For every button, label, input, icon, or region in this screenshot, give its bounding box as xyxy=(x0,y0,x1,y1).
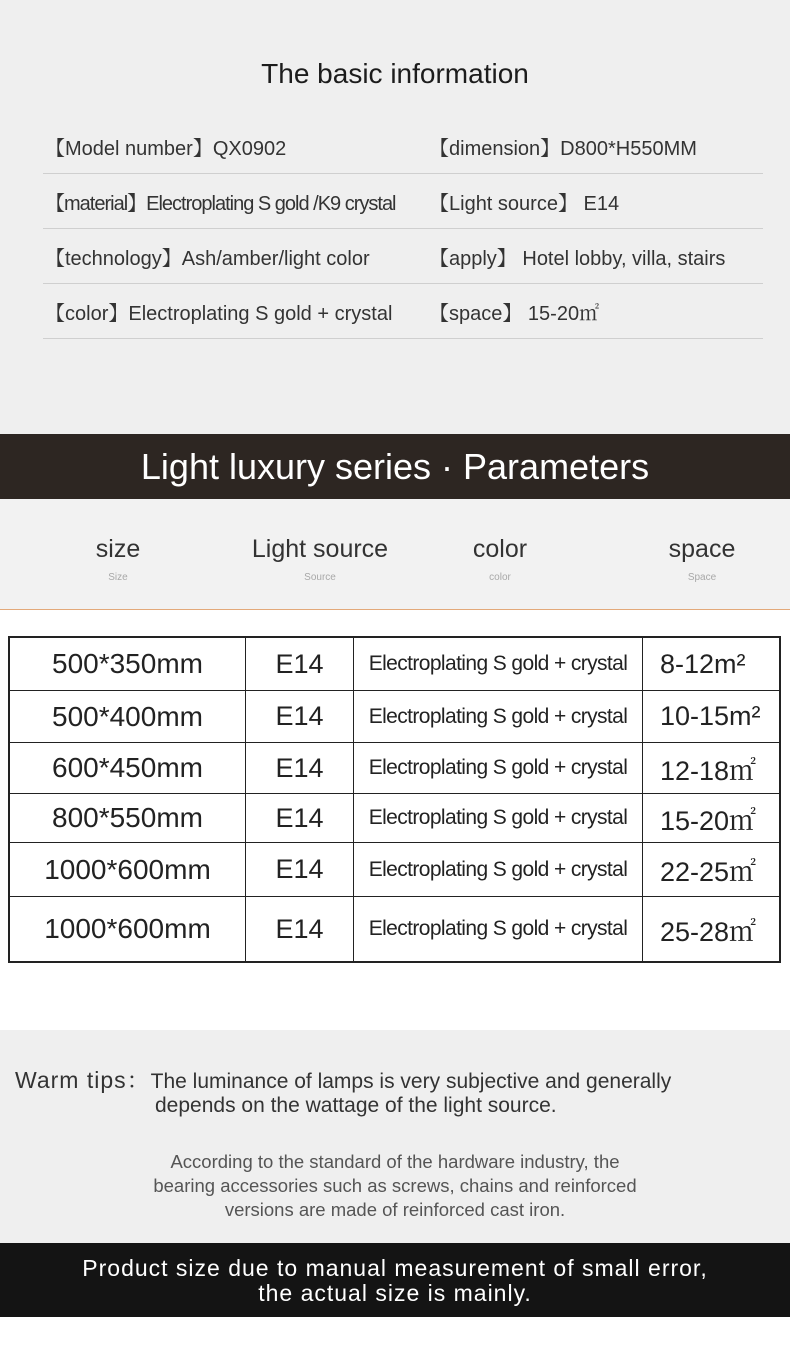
table-row xyxy=(10,897,779,961)
param-col-color xyxy=(400,535,600,583)
warm-tips-section xyxy=(0,1030,790,1243)
cell-source: E14 xyxy=(246,794,354,842)
param-col-source xyxy=(220,535,420,583)
param-sublabel: Size xyxy=(108,572,128,583)
tips-label: Warm tips： xyxy=(15,1067,151,1093)
basic-info-title: The basic information xyxy=(261,58,529,89)
info-light-source xyxy=(429,187,619,216)
table-row xyxy=(10,743,779,794)
tips-sub-1: According to the standard of the hardware industry, the xyxy=(170,1151,620,1172)
info-value: Electroplating S gold /K9 crystal xyxy=(146,193,396,215)
info-material xyxy=(45,187,396,216)
cell-source: E14 xyxy=(246,897,354,961)
table-row xyxy=(10,843,779,897)
cell-space: 25-28㎡ xyxy=(660,916,757,947)
tips-line-1 xyxy=(15,1062,671,1095)
cell-size: 600*450mm xyxy=(10,743,246,793)
info-technology xyxy=(45,242,370,271)
param-label: size xyxy=(95,535,141,563)
tips-sub-3: versions are made of reinforced cast iron. xyxy=(224,1199,566,1220)
info-key: 【dimension】 xyxy=(429,138,561,160)
info-key: 【Light source】 xyxy=(429,193,578,215)
tips-text: The luminance of lamps is very subjective and generally xyxy=(150,1070,672,1093)
cell-color: Electroplating S gold + crystal xyxy=(354,743,643,793)
disclaimer-line-1: Product size due to manual measurement of small error, xyxy=(82,1255,708,1281)
info-dimension xyxy=(429,132,697,161)
info-color xyxy=(45,297,392,326)
param-label: Light source xyxy=(251,535,389,563)
tips-sub-2: bearing accessories such as screws, chains and reinforced xyxy=(153,1175,637,1196)
cell-size: 1000*600mm xyxy=(10,897,246,961)
table-row xyxy=(10,638,779,691)
info-apply xyxy=(429,242,725,271)
param-sublabel: color xyxy=(489,572,511,583)
info-key: 【space】 xyxy=(429,303,523,325)
cell-color: Electroplating S gold + crystal xyxy=(354,794,643,842)
param-col-space xyxy=(602,535,790,583)
cell-source: E14 xyxy=(246,638,354,690)
series-banner: Light luxury series · Parameters xyxy=(0,434,790,499)
info-key: 【technology】 xyxy=(45,248,182,270)
params-header xyxy=(0,499,790,610)
param-sublabel: Space xyxy=(687,572,717,583)
info-value: Electroplating S gold + crystal xyxy=(128,303,393,325)
info-row xyxy=(43,283,763,339)
table-row xyxy=(10,691,779,743)
info-model-number xyxy=(45,132,286,161)
param-label: color xyxy=(472,535,528,563)
info-value: 15-20㎡ xyxy=(522,303,600,325)
table-row xyxy=(10,794,779,843)
cell-color: Electroplating S gold + crystal xyxy=(354,638,643,690)
info-row xyxy=(43,118,763,174)
info-value: QX0902 xyxy=(212,138,287,160)
info-space xyxy=(429,297,599,326)
info-key: 【Model number】 xyxy=(45,138,213,160)
cell-source: E14 xyxy=(246,743,354,793)
tips-line-2: depends on the wattage of the light source. xyxy=(155,1094,557,1117)
basic-info-section xyxy=(0,0,790,434)
cell-size: 1000*600mm xyxy=(10,843,246,896)
info-value: Ash/amber/light color xyxy=(181,248,370,270)
cell-source: E14 xyxy=(246,691,354,742)
cell-size: 800*550mm xyxy=(10,794,246,842)
disclaimer-line-2: the actual size is mainly. xyxy=(258,1280,532,1306)
size-disclaimer xyxy=(0,1243,790,1317)
param-label: space xyxy=(668,535,736,563)
info-key: 【color】 xyxy=(45,303,129,325)
info-key: 【material】 xyxy=(45,193,147,215)
cell-color: Electroplating S gold + crystal xyxy=(354,897,643,961)
info-value: D800*H550MM xyxy=(560,138,697,160)
info-key: 【apply】 xyxy=(429,248,517,270)
cell-space: 22-25㎡ xyxy=(660,857,757,887)
cell-space: 12-18㎡ xyxy=(660,755,757,786)
cell-color: Electroplating S gold + crystal xyxy=(354,843,643,896)
info-row xyxy=(43,228,763,284)
info-value: Hotel lobby, villa, stairs xyxy=(516,248,726,270)
spec-table xyxy=(8,636,781,963)
cell-space: 10-15m² xyxy=(660,701,761,731)
cell-space: 8-12m² xyxy=(660,648,746,679)
cell-color: Electroplating S gold + crystal xyxy=(354,691,643,742)
cell-size: 500*350mm xyxy=(10,638,246,690)
info-row xyxy=(43,173,763,229)
cell-size: 500*400mm xyxy=(10,691,246,742)
cell-source: E14 xyxy=(246,843,354,896)
param-sublabel: Source xyxy=(304,572,336,583)
param-col-size xyxy=(18,535,218,583)
cell-space: 15-20㎡ xyxy=(660,805,757,836)
info-value: E14 xyxy=(577,193,620,215)
